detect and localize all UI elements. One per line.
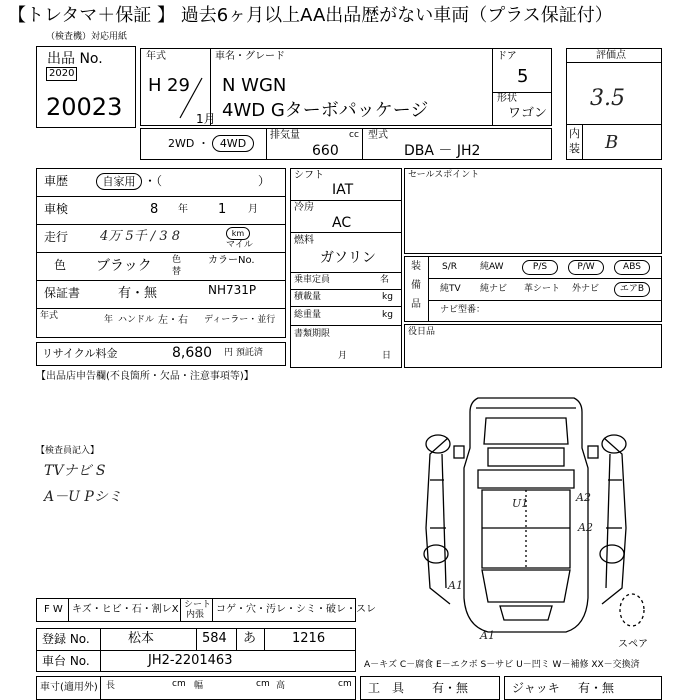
damage-mark-a2-lower: A2: [578, 521, 593, 534]
dealer-label: ディーラー・並行: [204, 315, 276, 325]
recycle-unit: 円 預託済: [224, 348, 263, 358]
fuel-label: 燃料: [294, 235, 314, 246]
divider: [36, 252, 286, 253]
shape-label: 形状: [497, 93, 517, 104]
reg-area: 松本: [128, 631, 155, 646]
color-change-label: 色替: [172, 255, 182, 277]
divider: [290, 289, 402, 290]
divider: [266, 128, 267, 160]
jack-label: ジャッキ: [512, 681, 560, 695]
inspector-line2: A－U Pシミ: [44, 489, 122, 505]
capacity-label: 乗車定員: [294, 275, 331, 285]
load-unit: kg: [382, 292, 393, 302]
history-rest: ・（ ）: [144, 174, 271, 188]
equip-label-1: 装: [411, 261, 421, 272]
seller-notes-label: 【出品店申告欄(不良箇所・欠品・注意事項等)】: [36, 371, 254, 382]
history-value-circled: 自家用: [96, 173, 142, 190]
displacement-value: 660: [312, 143, 339, 159]
reg-label: 登録 No.: [42, 632, 90, 646]
ac-label: 冷房: [294, 202, 314, 213]
damage-mark-a1-bottom: A1: [480, 629, 495, 642]
color-label: 色: [54, 258, 67, 272]
interior-label-1: 内: [569, 127, 580, 140]
divider: [68, 598, 69, 622]
fuel-value: ガソリン: [320, 250, 376, 266]
score-label: 評価点: [596, 50, 626, 61]
inspector-label: 【検査員記入】: [36, 446, 100, 456]
weight-label: 総重量: [294, 310, 322, 320]
divider: [290, 306, 402, 307]
handle-label: ハンドル: [118, 315, 155, 325]
car-damage-diagram: [416, 388, 666, 648]
dims-label: 車寸(適用外): [40, 682, 98, 693]
color-no-label: カラーNo.: [208, 255, 255, 266]
dims-width: 幅: [194, 681, 204, 691]
dims-height-unit: cm: [338, 679, 352, 689]
docs-month: 月: [338, 351, 348, 361]
seat-label-2: 内張: [186, 610, 205, 620]
form-subnote: （検査機）対応用紙: [46, 32, 128, 42]
shift-value: IAT: [332, 182, 354, 198]
damage-mark-a2-upper: A2: [576, 491, 591, 504]
docs-day: 日: [382, 351, 392, 361]
divider: [212, 598, 213, 622]
drive-4wd-circled: 4WD: [212, 135, 254, 152]
mileage-unit-mile: マイル: [226, 240, 253, 250]
chassis-label: 車台 No.: [42, 654, 90, 668]
seat-items: コゲ・穴・汚レ・シミ・破レ・スレ: [216, 604, 376, 615]
dims-length-unit: cm: [172, 679, 186, 689]
equip-ext-navi: 外ナビ: [572, 284, 600, 294]
divider: [566, 124, 662, 125]
chassis-value: JH2-2201463: [148, 653, 233, 668]
remarks-box: [404, 324, 662, 368]
drive-2wd: 2WD: [168, 137, 195, 150]
divider: [290, 272, 402, 273]
divider: [290, 200, 402, 201]
remarks-label: 役日品: [408, 327, 436, 337]
divider: [582, 124, 583, 160]
jack-value: 有・無: [578, 681, 615, 695]
divider: [290, 325, 402, 326]
spare-tire-icon: [620, 594, 644, 626]
shape-value: ワゴン: [508, 106, 548, 121]
damage-mark-a1-left: A1: [448, 579, 463, 592]
doors-value: 5: [517, 66, 529, 87]
divider: [180, 598, 181, 622]
banner-title: 【トレタマ＋保証 】 過去6ヶ月以上AA出品歴がない車両（プラス保証付）: [0, 0, 700, 32]
model-label: 車名・グレード: [215, 51, 285, 62]
equip-navi: 純ナビ: [480, 284, 508, 294]
inspection-month: 1: [218, 202, 227, 217]
divider: [290, 232, 402, 233]
nenshiki-label: 年式: [146, 51, 166, 62]
era: H: [148, 75, 162, 96]
divider: [36, 196, 286, 197]
displacement-unit: cc: [349, 130, 359, 140]
damage-mark-center: U1: [512, 497, 529, 510]
equip-aw: 純AW: [480, 262, 504, 272]
score-value: 3.5: [590, 86, 625, 111]
divider: [100, 676, 101, 700]
inspection-year-unit: 年: [178, 204, 188, 215]
mileage-value: 4万 5千 / 3 8: [100, 229, 180, 244]
equip-pw-circled: P/W: [568, 260, 604, 275]
load-label: 積載量: [294, 292, 322, 302]
seat-label-1: シート: [184, 600, 212, 610]
interior-label-2: 装: [569, 142, 580, 155]
equip-leather: 革シート: [524, 284, 561, 294]
color-no-value: NH731P: [208, 283, 257, 297]
equip-abs-circled: ABS: [614, 260, 650, 275]
divider: [362, 128, 363, 160]
capacity-unit: 名: [380, 275, 390, 285]
divider: [36, 280, 286, 281]
divider: [36, 224, 286, 225]
reg-class: 584: [202, 631, 227, 646]
inspection-year: 8: [150, 202, 159, 217]
reg-kana: あ: [243, 631, 257, 646]
month-label: 1月: [196, 112, 216, 126]
mileage-label: 走行: [44, 230, 69, 244]
warranty-label: 保証書: [44, 286, 81, 300]
dims-height: 高: [276, 681, 286, 691]
year-type-label2: 年: [104, 315, 114, 325]
divider: [36, 308, 286, 309]
divider: [236, 628, 237, 650]
color-value: ブラック: [96, 258, 152, 274]
inspection-label: 車検: [44, 202, 69, 216]
spare-label: スペア: [618, 639, 648, 650]
type-label: 型式: [368, 130, 388, 141]
divider: [566, 62, 662, 63]
tools-label: 工 具: [368, 681, 405, 695]
divider: [36, 650, 356, 651]
recycle-amount: 8,680: [172, 345, 213, 361]
divider: [100, 628, 101, 672]
divider: [264, 628, 265, 650]
sales-label: セールスポイント: [408, 170, 480, 180]
lot-number: 20023: [46, 93, 123, 121]
equip-sr: S/R: [442, 262, 457, 272]
ac-value: AC: [332, 215, 352, 231]
left-side-view: [426, 438, 450, 604]
car-outline: [464, 398, 588, 632]
right-side-view: [602, 438, 626, 604]
equip-ps-circled: P/S: [522, 260, 558, 275]
door-label: ドア: [497, 51, 517, 62]
fw-label: F W: [44, 604, 63, 615]
history-label: 車歴: [44, 174, 69, 188]
model-name: N WGN: [222, 75, 287, 96]
divider: [428, 300, 662, 301]
recycle-label: リサイクル料金: [42, 347, 118, 360]
divider: [492, 48, 493, 126]
equip-label-2: 備: [411, 280, 421, 291]
reg-number: 1216: [292, 631, 326, 646]
navi-label: ナビ型番：: [440, 305, 486, 315]
dims-width-unit: cm: [256, 679, 270, 689]
divider: [428, 278, 662, 279]
divider: [428, 256, 429, 322]
fw-items: キズ・ヒビ・石・割レX: [72, 604, 179, 615]
year-type-label: 年式: [40, 311, 59, 321]
grade: 4WD Gターボパッケージ: [222, 100, 429, 121]
sales-box: [404, 168, 662, 254]
shift-label: シフト: [294, 170, 324, 181]
handle-value: 左・右: [158, 315, 188, 326]
equip-label-3: 品: [411, 299, 421, 310]
tools-value: 有・無: [432, 681, 469, 695]
interior-value: B: [605, 132, 619, 153]
dims-length: 長: [106, 681, 116, 691]
displacement-label: 排気量: [270, 130, 300, 141]
damage-legend: A－キズ C－腐食 E－エクボ S－サビ U－凹ミ W－補修 XX－交換済: [364, 660, 640, 670]
weight-unit: kg: [382, 310, 393, 320]
lot-label: 出品 No.: [47, 51, 103, 67]
type-value: DBA － JH2: [404, 143, 481, 159]
left-block: [36, 168, 286, 338]
inspection-month-unit: 月: [248, 204, 258, 215]
equip-airbag-circled: エアB: [614, 282, 650, 297]
mileage-unit-km-circled: km: [226, 227, 250, 240]
year-badge: 2020: [46, 67, 77, 81]
docs-label: 書類期限: [294, 329, 331, 339]
divider: [196, 628, 197, 650]
year-value: 29: [167, 75, 190, 96]
inspector-line1: TVナビ S: [44, 463, 106, 479]
equip-tv: 純TV: [440, 284, 461, 294]
warranty-value: 有・無: [118, 286, 158, 301]
